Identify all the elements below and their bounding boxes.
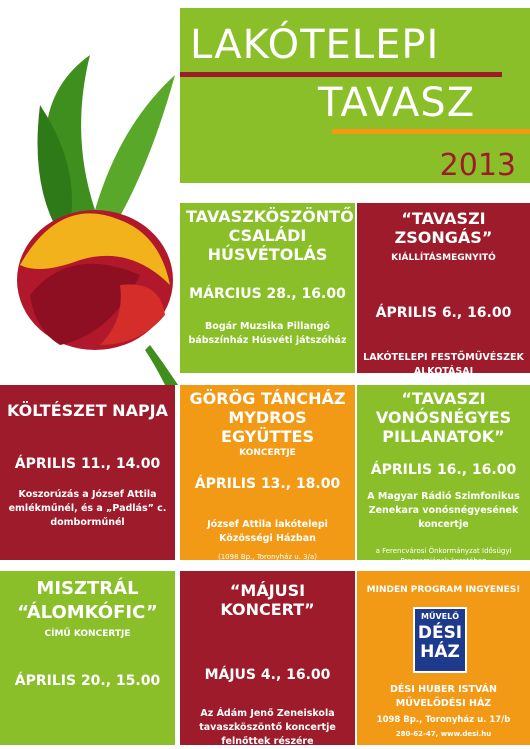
event-tile-7 (180, 571, 355, 745)
event-desc: Az Ádám Jenő Zeneiskola tavaszköszöntő koncertje felnőttek részére (199, 708, 336, 747)
event-desc: Koszorúzás a József Attila emlékműnél, és a „Padlás” c. dombormű​nél (8, 489, 167, 528)
event-tile-1 (180, 203, 355, 373)
event-date: MÁRCIUS 28., 16.00 (189, 286, 346, 302)
title-line1: LAKÓTELEPI (190, 22, 440, 68)
title-underline-orange (332, 129, 530, 134)
event-subtitle: KIÁLLÍTÁSMEGNYITÓ (391, 253, 496, 263)
event-desc: A Magyar Rádió Szimfonikus Zenekara vonósnégyesének koncertje (367, 491, 520, 530)
logo-text-bot: HÁZ (420, 642, 460, 662)
title-line2: TAVASZ (318, 80, 476, 126)
event-title: KÖLTÉSZET NAPJA (6, 401, 169, 420)
desi-haz-logo (413, 607, 467, 673)
free-notice: MINDEN PROGRAM INGYENES! (366, 585, 521, 595)
event-date: ÁPRILIS 16., 16.00 (370, 462, 517, 478)
event-title: “MÁJUSI KONCERT” (220, 581, 315, 619)
year: 2013 (439, 148, 516, 183)
event-tile-3 (0, 385, 175, 560)
event-date: ÁPRILIS 13., 18.00 (194, 476, 341, 492)
event-tile-6 (0, 571, 175, 745)
org-address: 1098 Bp., Toronyház u. 17/b (376, 715, 511, 725)
event-date: ÁPRILIS 20., 15.00 (14, 673, 161, 689)
title-underline-red (180, 72, 502, 77)
header-banner (180, 8, 530, 183)
event-desc: LAKÓTELEPI FESTŐMŰVÉSZEK ALKOTÁSAI (363, 352, 524, 377)
event-desc: József Attila lakótelepi Közösségi Házban (207, 519, 328, 544)
logo-text-mid: DÉSI (417, 623, 463, 643)
event-title: MISZTRÁL “ÁLOMKÓFIC” (17, 578, 158, 623)
event-tile-2 (357, 203, 530, 377)
event-subtitle: CÍMŰ KONCERTJE (44, 629, 131, 639)
event-desc: Bogár Muzsika Pillangó bábszínház Húsvéti játszóház (188, 321, 347, 346)
event-title: TAVASZKÖSZÖNTŐ CSALÁDI HÚSVÉTOLÁS (186, 207, 354, 264)
tulip-illustration (0, 45, 180, 385)
event-subtitle: KONCERTJE (239, 448, 296, 458)
event-date: ÁPRILIS 6., 16.00 (375, 305, 512, 321)
event-tile-5 (357, 385, 530, 565)
org-contact: 280-62-47, www.desi.hu (395, 730, 492, 738)
event-title: “TAVASZI ZSONGÁS” (394, 209, 493, 247)
event-note: a Ferencvárosi Önkormányzat Idősügyi Programjának keretében (375, 547, 512, 565)
org-name: DÉSI HUBER ISTVÁN MŰVELŐDÉSI HÁZ (390, 684, 497, 709)
event-note: (1098 Bp., Toronyház u. 3/a) (218, 553, 317, 561)
event-title: “TAVASZI VONÓSNÉGYES PILLANATOK” (375, 389, 512, 446)
logo-text-top: MŰVELŐ (420, 612, 459, 621)
event-tile-4 (180, 385, 355, 560)
event-date: MÁJUS 4., 16.00 (204, 667, 331, 683)
info-tile (357, 571, 530, 745)
event-title: GÖRÖG TÁNCHÁZ MYDROS EGYÜTTES (189, 389, 346, 446)
event-date: ÁPRILIS 11., 14.00 (14, 456, 161, 472)
